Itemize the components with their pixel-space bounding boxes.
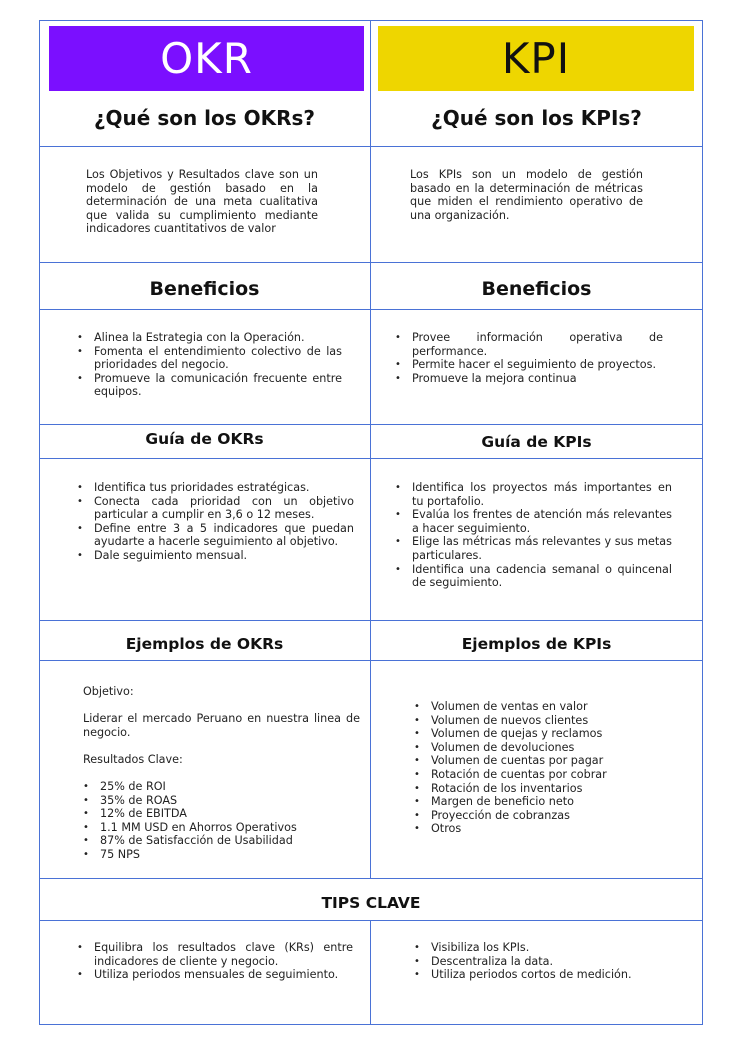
okr-examples-title: Ejemplos de OKRs	[125, 635, 284, 653]
list-item: • 12% de EBITDA	[83, 807, 353, 821]
tips-title: TIPS CLAVE	[321, 894, 421, 912]
okr-benefits-list	[77, 331, 342, 399]
column-divider	[370, 920, 371, 1025]
list-item: • Permite hacer el seguimiento de proyectos.	[395, 358, 663, 372]
tips-right-list	[414, 941, 674, 982]
list-item: • 87% de Satisfacción de Usabilidad	[83, 834, 353, 848]
list-item: • Dale seguimiento mensual.	[77, 549, 354, 563]
okr-guide-title: Guía de OKRs	[145, 430, 264, 448]
okr-key-results-list	[83, 780, 353, 862]
list-item: • 1.1 MM USD en Ahorros Operativos	[83, 821, 353, 835]
divider	[39, 424, 703, 425]
list-item: • Conecta cada prioridad con un objetivo particular a cumplir en 3,6 o 12 meses.	[77, 495, 354, 522]
list-item: • Margen de beneficio neto	[414, 795, 674, 809]
divider	[39, 262, 703, 263]
kpi-examples-list	[414, 700, 674, 836]
list-item: • Identifica tus prioridades estratégicas.	[77, 481, 354, 495]
list-item: • 25% de ROI	[83, 780, 353, 794]
list-item: • Proyección de cobranzas	[414, 809, 674, 823]
list-item: • Volumen de quejas y reclamos	[414, 727, 674, 741]
list-item: • Promueve la comunicación frecuente entre equipos.	[77, 372, 342, 399]
list-item: • Volumen de cuentas por pagar	[414, 754, 674, 768]
kpi-benefits-title: Beneficios	[481, 278, 592, 300]
kpi-banner: KPI	[378, 26, 694, 91]
list-item: • Rotación de los inventarios	[414, 782, 674, 796]
okr-guide-list	[77, 481, 354, 563]
objective-text: Liderar el mercado Peruano en nuestra linea de negocio.	[83, 712, 360, 739]
list-item: • Volumen de ventas en valor	[414, 700, 674, 714]
list-item: • Fomenta el entendimiento colectivo de las prioridades del negocio.	[77, 345, 342, 372]
kpi-what-title: ¿Qué son los KPIs?	[431, 106, 642, 130]
kpi-guide-title: Guía de KPIs	[481, 433, 592, 451]
list-item: • Promueve la mejora continua	[395, 372, 663, 386]
okr-benefits-title: Beneficios	[149, 278, 260, 300]
list-item: • Utiliza periodos mensuales de seguimiento.	[77, 968, 353, 982]
okr-what-title: ¿Qué son los OKRs?	[93, 106, 316, 130]
divider	[39, 146, 703, 147]
list-item: • 35% de ROAS	[83, 794, 353, 808]
list-item: • Evalúa los frentes de atención más relevantes a hacer seguimiento.	[395, 508, 672, 535]
divider	[39, 920, 703, 921]
objective-label: Objetivo:	[83, 685, 134, 698]
divider	[39, 458, 703, 459]
key-results-label: Resultados Clave:	[83, 753, 183, 766]
list-item: • Descentraliza la data.	[414, 955, 674, 969]
list-item: • Utiliza periodos cortos de medición.	[414, 968, 674, 982]
list-item: • Volumen de devoluciones	[414, 741, 674, 755]
divider	[39, 660, 703, 661]
kpi-benefits-list	[395, 331, 663, 385]
list-item: • Rotación de cuentas por cobrar	[414, 768, 674, 782]
list-item: • Otros	[414, 822, 674, 836]
tips-left-list	[77, 941, 353, 982]
list-item: • 75 NPS	[83, 848, 353, 862]
kpi-examples-title: Ejemplos de KPIs	[461, 635, 612, 653]
list-item: • Elige las métricas más relevantes y sus metas particulares.	[395, 535, 672, 562]
list-item: • Define entre 3 a 5 indicadores que puedan ayudarte a hacerle seguimiento al objetivo.	[77, 522, 354, 549]
kpi-definition: Los KPIs son un modelo de gestión basado en la determinación de métricas que miden el rendimiento operativo de una organización.	[410, 168, 643, 222]
okr-banner: OKR	[49, 26, 364, 91]
divider	[39, 878, 703, 879]
divider	[39, 309, 703, 310]
okr-definition: Los Objetivos y Resultados clave son un modelo de gestión basado en la determinación de una meta cualitativa que valida su cumplimiento mediante indicadores cuantitativos de valor	[86, 168, 318, 236]
list-item: • Identifica los proyectos más importantes en tu portafolio.	[395, 481, 672, 508]
list-item: • Alinea la Estrategia con la Operación.	[77, 331, 342, 345]
list-item: • Volumen de nuevos clientes	[414, 714, 674, 728]
list-item: • Identifica una cadencia semanal o quincenal de seguimiento.	[395, 563, 672, 590]
list-item: • Provee información operativa de performance.	[395, 331, 663, 358]
divider	[39, 620, 703, 621]
kpi-guide-list	[395, 481, 672, 590]
list-item: • Equilibra los resultados clave (KRs) entre indicadores de cliente y negocio.	[77, 941, 353, 968]
list-item: • Visibiliza los KPIs.	[414, 941, 674, 955]
